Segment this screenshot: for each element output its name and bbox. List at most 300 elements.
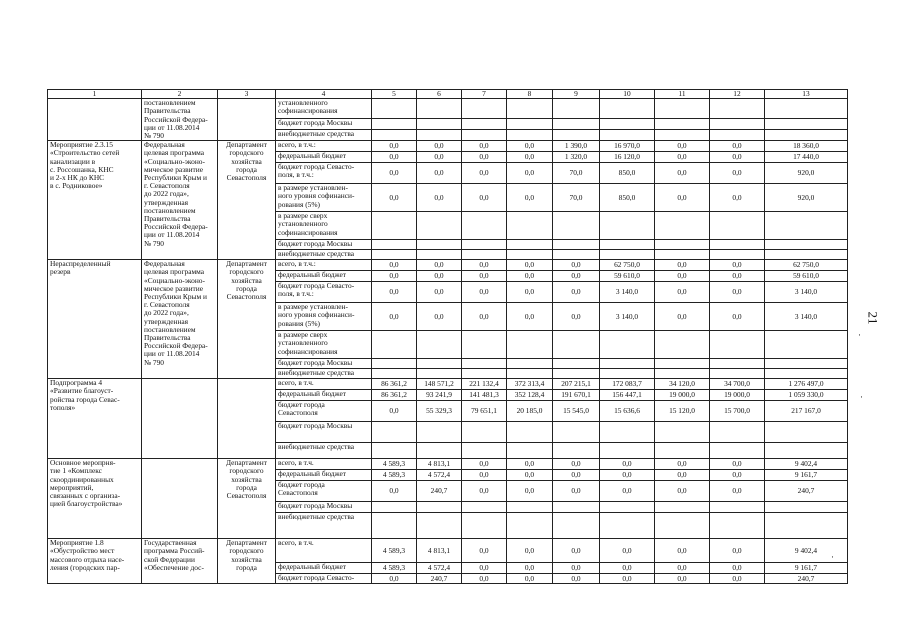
amount-cell (507, 99, 553, 119)
funding-source-cell: установленного софинансирования (276, 99, 372, 119)
table-row (48, 459, 848, 470)
amount-cell (655, 422, 710, 443)
header-cell: 9 (553, 90, 600, 99)
funding-source-cell: бюджет города Севастополя (276, 401, 372, 422)
amount-cell: 0,0 (655, 184, 710, 212)
amount-cell (507, 359, 553, 369)
amount-cell: 3 140,0 (765, 303, 848, 331)
amount-cell: 70,0 (553, 163, 600, 184)
amount-cell (600, 240, 655, 250)
amount-cell: 0,0 (655, 260, 710, 271)
funding-source-cell: федеральный бюджет (276, 271, 372, 282)
amount-cell: 0,0 (553, 271, 600, 282)
funding-source-cell: федеральный бюджет (276, 152, 372, 163)
amount-cell (372, 513, 417, 539)
amount-cell: 86 361,2 (372, 390, 417, 401)
amount-cell: 15 700,0 (710, 401, 765, 422)
amount-cell (553, 443, 600, 459)
amount-cell: 0,0 (710, 481, 765, 502)
amount-cell (507, 331, 553, 359)
amount-cell: 4 572,4 (417, 563, 462, 574)
amount-cell (710, 422, 765, 443)
amount-cell (372, 212, 417, 240)
amount-cell (372, 99, 417, 119)
header-cell: 10 (600, 90, 655, 99)
amount-cell (765, 99, 848, 119)
amount-cell (765, 422, 848, 443)
amount-cell (710, 513, 765, 539)
funding-source-cell: бюджет города Севастополя (276, 481, 372, 502)
amount-cell (710, 369, 765, 379)
amount-cell: 0,0 (417, 141, 462, 152)
amount-cell: 0,0 (462, 260, 507, 271)
amount-cell: 0,0 (710, 282, 765, 303)
amount-cell: 0,0 (372, 184, 417, 212)
amount-cell (765, 240, 848, 250)
amount-cell: 0,0 (507, 260, 553, 271)
amount-cell (417, 513, 462, 539)
amount-cell: 1 276 497,0 (765, 379, 848, 390)
amount-cell: 0,0 (655, 152, 710, 163)
amount-cell: 0,0 (462, 152, 507, 163)
amount-cell: 0,0 (655, 163, 710, 184)
funding-source-cell: бюджет города Москвы (276, 422, 372, 443)
amount-cell: 0,0 (710, 141, 765, 152)
program-cell (142, 379, 218, 459)
activity-cell: Мероприятие 1.8 «Обустройство мест массового отдыха насе- ления (городских пар- (48, 539, 142, 584)
amount-cell: 372 313,4 (507, 379, 553, 390)
amount-cell: 59 610,0 (600, 271, 655, 282)
amount-cell (765, 250, 848, 260)
amount-cell: 0,0 (372, 574, 417, 584)
amount-cell (372, 250, 417, 260)
amount-cell (710, 240, 765, 250)
amount-cell: 62 750,0 (765, 260, 848, 271)
funding-source-cell: всего, в т.ч. (276, 379, 372, 390)
amount-cell: 0,0 (710, 184, 765, 212)
header-cell: 4 (276, 90, 372, 99)
amount-cell: 217 167,0 (765, 401, 848, 422)
amount-cell (710, 443, 765, 459)
amount-cell: 16 970,0 (600, 141, 655, 152)
funding-source-cell: федеральный бюджет (276, 563, 372, 574)
funding-source-cell: в размере сверх установленного софинансирования (276, 331, 372, 359)
amount-cell (765, 212, 848, 240)
amount-cell (765, 443, 848, 459)
amount-cell (507, 212, 553, 240)
amount-cell: 352 128,4 (507, 390, 553, 401)
amount-cell: 0,0 (507, 563, 553, 574)
amount-cell: 55 329,3 (417, 401, 462, 422)
amount-cell: 0,0 (462, 303, 507, 331)
page-number: 21 (865, 311, 881, 325)
amount-cell: 0,0 (553, 459, 600, 470)
funding-source-cell: федеральный бюджет (276, 390, 372, 401)
amount-cell: 4 572,4 (417, 470, 462, 481)
table-row (48, 379, 848, 390)
amount-cell: 850,0 (600, 163, 655, 184)
amount-cell: 0,0 (553, 481, 600, 502)
amount-cell (417, 99, 462, 119)
funding-source-cell: всего, в т.ч. (276, 459, 372, 470)
amount-cell: 0,0 (372, 303, 417, 331)
activity-cell (48, 99, 142, 141)
amount-cell: 0,0 (655, 141, 710, 152)
amount-cell (507, 502, 553, 513)
budget-table-body (48, 90, 848, 584)
amount-cell: 172 083,7 (600, 379, 655, 390)
amount-cell: 0,0 (710, 459, 765, 470)
program-cell: Федеральная целевая программа «Социально-эконо- мическое развитие Республики Крым и г. Севастополя до 2022 года», утвержденная постановлением Правительства Российской Федера- ции от 11.08.2014 № 790 (142, 141, 218, 260)
executor-cell: Департамент городского хозяйства города Севастополя (218, 260, 276, 379)
amount-cell: 0,0 (600, 574, 655, 584)
amount-cell (462, 359, 507, 369)
amount-cell: 0,0 (710, 539, 765, 563)
amount-cell (765, 331, 848, 359)
amount-cell: 62 750,0 (600, 260, 655, 271)
amount-cell: 0,0 (417, 260, 462, 271)
amount-cell: 148 571,2 (417, 379, 462, 390)
amount-cell: 0,0 (507, 152, 553, 163)
funding-source-cell: федеральный бюджет (276, 470, 372, 481)
amount-cell (372, 331, 417, 359)
program-cell: Федеральная целевая программа «Социально-эконо- мическое развитие Республики Крым и г. Севастополя до 2022 года», утвержденная постановлением Правительства Российской Федера- ции от 11.08.2014 № 790 (142, 260, 218, 379)
amount-cell (710, 129, 765, 140)
amount-cell: 3 140,0 (765, 282, 848, 303)
amount-cell: 0,0 (462, 481, 507, 502)
funding-source-cell: внебюджетные средства (276, 369, 372, 379)
amount-cell (417, 422, 462, 443)
header-cell: 7 (462, 90, 507, 99)
amount-cell (655, 129, 710, 140)
header-cell: 12 (710, 90, 765, 99)
amount-cell: 0,0 (655, 303, 710, 331)
amount-cell (600, 422, 655, 443)
amount-cell: 240,7 (765, 481, 848, 502)
amount-cell: 0,0 (600, 459, 655, 470)
amount-cell: 3 140,0 (600, 303, 655, 331)
amount-cell (372, 118, 417, 129)
amount-cell: 0,0 (553, 303, 600, 331)
amount-cell (553, 129, 600, 140)
amount-cell (372, 359, 417, 369)
amount-cell: 0,0 (417, 303, 462, 331)
program-cell: Государственная программа Россий- ской Федерации «Обеспечение дос- (142, 539, 218, 584)
amount-cell: 850,0 (600, 184, 655, 212)
amount-cell: 0,0 (507, 141, 553, 152)
amount-cell: 0,0 (710, 574, 765, 584)
table-row (48, 99, 848, 119)
amount-cell (553, 99, 600, 119)
amount-cell: 17 440,0 (765, 152, 848, 163)
amount-cell (600, 513, 655, 539)
amount-cell: 0,0 (600, 481, 655, 502)
amount-cell (655, 502, 710, 513)
amount-cell: 15 120,0 (655, 401, 710, 422)
amount-cell (417, 443, 462, 459)
header-cell: 8 (507, 90, 553, 99)
amount-cell: 19 000,0 (655, 390, 710, 401)
scan-mark: · (858, 330, 861, 340)
amount-cell (655, 513, 710, 539)
amount-cell: 0,0 (372, 282, 417, 303)
header-cell: 6 (417, 90, 462, 99)
amount-cell (710, 118, 765, 129)
amount-cell: 0,0 (507, 481, 553, 502)
amount-cell (372, 129, 417, 140)
amount-cell: 93 241,9 (417, 390, 462, 401)
header-cell: 5 (372, 90, 417, 99)
amount-cell: 240,7 (765, 574, 848, 584)
amount-cell: 4 589,3 (372, 459, 417, 470)
amount-cell (600, 359, 655, 369)
amount-cell: 0,0 (655, 563, 710, 574)
amount-cell (507, 240, 553, 250)
amount-cell (417, 212, 462, 240)
funding-source-cell: бюджет города Москвы (276, 240, 372, 250)
amount-cell (372, 369, 417, 379)
amount-cell: 0,0 (553, 260, 600, 271)
amount-cell: 0,0 (710, 563, 765, 574)
amount-cell (600, 369, 655, 379)
amount-cell: 9 161,7 (765, 563, 848, 574)
amount-cell (507, 118, 553, 129)
funding-source-cell: бюджет города Севасто- поля, в т.ч.: (276, 282, 372, 303)
amount-cell: 240,7 (417, 481, 462, 502)
amount-cell: 0,0 (553, 539, 600, 563)
amount-cell: 0,0 (462, 163, 507, 184)
amount-cell: 0,0 (372, 260, 417, 271)
amount-cell (372, 422, 417, 443)
funding-source-cell: внебюджетные средства (276, 250, 372, 260)
amount-cell (655, 240, 710, 250)
amount-cell: 15 636,6 (600, 401, 655, 422)
amount-cell: 4 589,3 (372, 470, 417, 481)
amount-cell (710, 99, 765, 119)
amount-cell: 0,0 (417, 152, 462, 163)
amount-cell (600, 99, 655, 119)
amount-cell (462, 99, 507, 119)
amount-cell (655, 212, 710, 240)
amount-cell (600, 331, 655, 359)
amount-cell: 0,0 (372, 152, 417, 163)
amount-cell: 0,0 (710, 260, 765, 271)
amount-cell (553, 331, 600, 359)
amount-cell: 0,0 (710, 152, 765, 163)
amount-cell: 4 813,1 (417, 539, 462, 563)
amount-cell (462, 212, 507, 240)
amount-cell: 0,0 (507, 574, 553, 584)
funding-source-cell: бюджет города Севасто- (276, 574, 372, 584)
funding-source-cell: внебюджетные средства (276, 443, 372, 459)
amount-cell: 1 390,0 (553, 141, 600, 152)
header-row (48, 90, 848, 99)
header-cell: 2 (142, 90, 218, 99)
funding-source-cell: внебюджетные средства (276, 129, 372, 140)
amount-cell (600, 129, 655, 140)
amount-cell (765, 118, 848, 129)
amount-cell (710, 212, 765, 240)
budget-table (47, 89, 848, 584)
amount-cell: 18 360,0 (765, 141, 848, 152)
amount-cell (372, 443, 417, 459)
amount-cell: 221 132,4 (462, 379, 507, 390)
amount-cell (765, 129, 848, 140)
amount-cell: 4 589,3 (372, 563, 417, 574)
amount-cell (600, 212, 655, 240)
amount-cell: 9 402,4 (765, 539, 848, 563)
amount-cell: 0,0 (710, 303, 765, 331)
activity-cell: Основное меропрня- тие 1 «Комплекс скоординированных мероприятий, связанных с организа- цией благоустройства» (48, 459, 142, 539)
activity-cell: Подпрограмма 4 «Развитие благоуст- ройства города Севас- тополя» (48, 379, 142, 459)
amount-cell (553, 212, 600, 240)
amount-cell (417, 359, 462, 369)
amount-cell: 0,0 (462, 574, 507, 584)
amount-cell (417, 240, 462, 250)
amount-cell: 16 120,0 (600, 152, 655, 163)
amount-cell: 0,0 (600, 563, 655, 574)
amount-cell: 4 589,3 (372, 539, 417, 563)
funding-source-cell: всего, в т.ч. (276, 539, 372, 563)
amount-cell: 0,0 (462, 539, 507, 563)
amount-cell: 156 447,1 (600, 390, 655, 401)
amount-cell (710, 250, 765, 260)
amount-cell: 0,0 (600, 470, 655, 481)
amount-cell (462, 443, 507, 459)
amount-cell (600, 118, 655, 129)
amount-cell (655, 250, 710, 260)
amount-cell: 0,0 (553, 563, 600, 574)
amount-cell: 0,0 (462, 141, 507, 152)
funding-source-cell: в размере установлен- ного уровня софинанси- рования (5%) (276, 184, 372, 212)
amount-cell: 0,0 (710, 163, 765, 184)
amount-cell (462, 118, 507, 129)
amount-cell: 207 215,1 (553, 379, 600, 390)
amount-cell: 0,0 (417, 163, 462, 184)
amount-cell (655, 359, 710, 369)
amount-cell (417, 502, 462, 513)
executor-cell: Департамент городского хозяйства города Севастополя (218, 141, 276, 260)
amount-cell: 0,0 (507, 163, 553, 184)
amount-cell: 0,0 (462, 282, 507, 303)
amount-cell (553, 240, 600, 250)
amount-cell (507, 250, 553, 260)
amount-cell: 0,0 (417, 282, 462, 303)
amount-cell: 4 813,1 (417, 459, 462, 470)
amount-cell: 1 320,0 (553, 152, 600, 163)
amount-cell: 0,0 (507, 539, 553, 563)
amount-cell: 20 185,0 (507, 401, 553, 422)
amount-cell (655, 369, 710, 379)
amount-cell (462, 502, 507, 513)
funding-source-cell: внебюджетные средства (276, 513, 372, 539)
amount-cell (600, 250, 655, 260)
amount-cell (417, 369, 462, 379)
amount-cell (507, 443, 553, 459)
funding-source-cell: бюджет города Москвы (276, 118, 372, 129)
budget-table-sheet (47, 89, 847, 584)
amount-cell: 191 670,1 (553, 390, 600, 401)
amount-cell: 0,0 (462, 271, 507, 282)
funding-source-cell: всего, в т.ч.: (276, 141, 372, 152)
amount-cell: 0,0 (417, 271, 462, 282)
amount-cell (553, 513, 600, 539)
amount-cell: 9 402,4 (765, 459, 848, 470)
amount-cell: 0,0 (655, 539, 710, 563)
amount-cell: 0,0 (372, 481, 417, 502)
amount-cell (553, 250, 600, 260)
amount-cell: 0,0 (600, 539, 655, 563)
header-cell: 11 (655, 90, 710, 99)
amount-cell: 0,0 (655, 282, 710, 303)
amount-cell (462, 369, 507, 379)
table-row (48, 539, 848, 563)
amount-cell: 0,0 (553, 470, 600, 481)
amount-cell: 0,0 (710, 271, 765, 282)
amount-cell (765, 369, 848, 379)
executor-cell (218, 99, 276, 141)
executor-cell: Департамент городского хозяйства города Севастополя (218, 459, 276, 539)
amount-cell (655, 99, 710, 119)
amount-cell: 0,0 (372, 271, 417, 282)
amount-cell: 0,0 (655, 574, 710, 584)
amount-cell (462, 422, 507, 443)
amount-cell (372, 240, 417, 250)
amount-cell: 70,0 (553, 184, 600, 212)
amount-cell (655, 443, 710, 459)
amount-cell (553, 359, 600, 369)
amount-cell (553, 502, 600, 513)
funding-source-cell: бюджет города Москвы (276, 502, 372, 513)
amount-cell (710, 502, 765, 513)
amount-cell: 0,0 (462, 459, 507, 470)
amount-cell: 0,0 (655, 459, 710, 470)
executor-cell (218, 379, 276, 459)
amount-cell: 0,0 (553, 282, 600, 303)
amount-cell (417, 118, 462, 129)
amount-cell (462, 129, 507, 140)
amount-cell (417, 129, 462, 140)
amount-cell: 0,0 (655, 481, 710, 502)
amount-cell (507, 422, 553, 443)
amount-cell (462, 331, 507, 359)
amount-cell (372, 502, 417, 513)
amount-cell (507, 513, 553, 539)
table-row (48, 141, 848, 152)
amount-cell (710, 331, 765, 359)
amount-cell (417, 250, 462, 260)
amount-cell: 79 651,1 (462, 401, 507, 422)
table-row (48, 260, 848, 271)
amount-cell: 0,0 (372, 401, 417, 422)
amount-cell: 15 545,0 (553, 401, 600, 422)
amount-cell: 141 481,3 (462, 390, 507, 401)
amount-cell: 0,0 (372, 163, 417, 184)
amount-cell: 0,0 (507, 303, 553, 331)
amount-cell: 3 140,0 (600, 282, 655, 303)
amount-cell: 0,0 (507, 470, 553, 481)
amount-cell (553, 369, 600, 379)
amount-cell: 920,0 (765, 184, 848, 212)
amount-cell (417, 331, 462, 359)
header-cell: 1 (48, 90, 142, 99)
amount-cell: 0,0 (655, 470, 710, 481)
executor-cell: Департамент городского хозяйства города (218, 539, 276, 584)
amount-cell (655, 118, 710, 129)
amount-cell (462, 240, 507, 250)
amount-cell: 0,0 (553, 574, 600, 584)
amount-cell (655, 331, 710, 359)
